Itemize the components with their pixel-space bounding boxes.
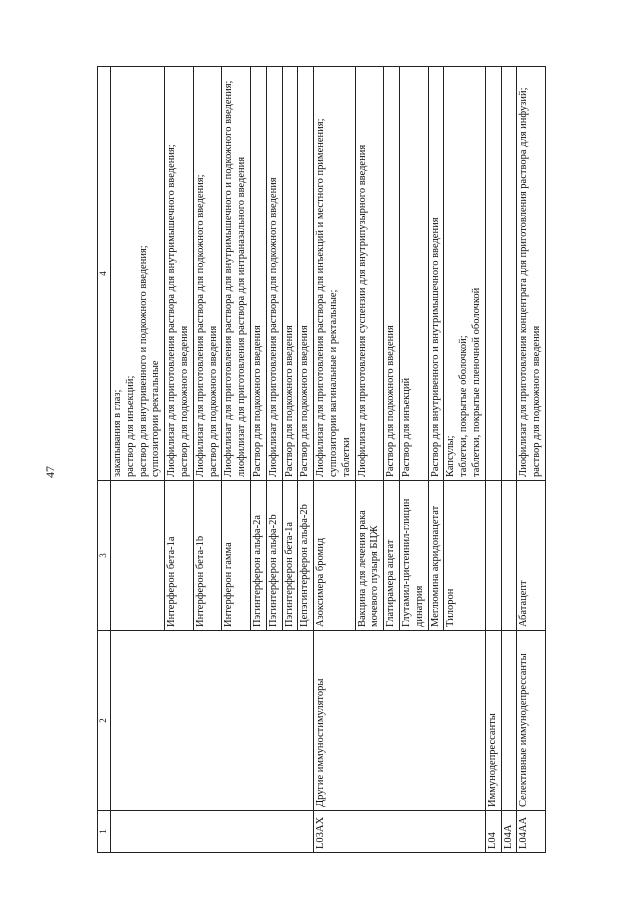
form-line: Лиофилизат для приготовления раствора для внутримышечного введения; [166, 144, 178, 477]
forms-cell: Раствор для подкожного введения [282, 67, 298, 481]
table-row [517, 67, 546, 853]
drug-cell: Тилорон [444, 481, 485, 631]
form-line: раствор для подкожного введения [531, 325, 543, 477]
forms-cell [314, 67, 355, 481]
drug-table [97, 66, 546, 853]
forms-cell [485, 67, 501, 481]
drug-cell: Пэгинтерферон альфа-2a [250, 481, 266, 631]
group-cell: Иммунодепрессанты [485, 631, 501, 811]
header-cell: 3 [98, 481, 111, 631]
header-cell: 1 [98, 811, 111, 853]
drug-cell [501, 481, 517, 631]
code-cell [111, 811, 314, 853]
forms-cell: Раствор для внутривенного и внутримышечного введения [428, 67, 444, 481]
code-cell: L03AX [314, 811, 486, 853]
table-row [111, 67, 165, 853]
form-line: Лиофилизат для приготовления раствора для внутримышечного и подкожного введения; [223, 80, 235, 477]
table-row [314, 67, 355, 853]
form-line: закапывания в глаз; [112, 389, 123, 477]
forms-cell: Раствор для инъекций [399, 67, 428, 481]
drug-cell: Интерферон бета-1b [193, 481, 222, 631]
form-line: таблетки, покрытые пленочной оболочкой [470, 287, 482, 477]
drug-cell: Меглюмина акридонацетат [428, 481, 444, 631]
forms-cell: Лиофилизат для приготовления суспензии для внутрипузырного введения [355, 67, 384, 481]
forms-cell: Раствор для подкожного введения [384, 67, 400, 481]
table-row [501, 67, 517, 853]
form-line: лиофилизат для приготовления раствора для интраназального введения [236, 156, 248, 477]
drug-cell: Пэгинтерферон альфа-2b [266, 481, 282, 631]
drug-cell: Вакцина для лечения рака мочевого пузыря БЦЖ [355, 481, 384, 631]
forms-cell [165, 67, 194, 481]
forms-cell: Раствор для подкожного введения [298, 67, 314, 481]
forms-cell [222, 67, 251, 481]
drug-cell: Интерферон гамма [222, 481, 251, 631]
drug-cell [485, 481, 501, 631]
table-row [485, 67, 501, 853]
drug-cell: Пэгинтерферон бета-1a [282, 481, 298, 631]
form-line: Лиофилизат для приготовления концентрата для приготовления раствора для инфузий; [518, 87, 530, 477]
code-cell: L04 [485, 811, 501, 853]
code-cell: L04A [501, 811, 517, 853]
group-cell [111, 631, 314, 811]
page-number: 47 [43, 466, 57, 478]
form-line: раствор для внутривенного и подкожного введения; [137, 245, 149, 477]
form-line: таблетки [340, 437, 352, 477]
forms-cell [111, 67, 165, 481]
form-line: раствор для инъекций; [124, 375, 136, 477]
forms-cell [444, 67, 485, 481]
form-line: таблетки, покрытые оболочкой; [458, 335, 470, 477]
forms-cell: Лиофилизат для приготовления раствора для подкожного введения [266, 67, 282, 481]
forms-cell [501, 67, 517, 481]
drug-cell: Интерферон бета-1a [165, 481, 194, 631]
forms-cell: Раствор для подкожного введения [250, 67, 266, 481]
forms-cell [193, 67, 222, 481]
header-row [98, 67, 111, 853]
form-line: Лиофилизат для приготовления раствора для инъекций и местного применения; [315, 118, 327, 477]
group-cell [501, 631, 517, 811]
drug-cell: Глутамил-цистеинил-глицин динатрия [399, 481, 428, 631]
header-cell: 4 [98, 67, 111, 481]
drug-cell: Азоксимера бромид [314, 481, 355, 631]
group-cell: Другие иммуностимуляторы [314, 631, 486, 811]
form-line: раствор для подкожного введения [178, 325, 190, 477]
group-cell: Селективные иммунодепрессанты [517, 631, 546, 811]
drug-cell [111, 481, 165, 631]
forms-cell [517, 67, 546, 481]
form-line: раствор для подкожного введения [207, 325, 219, 477]
form-line: суппозитории ректальные [150, 360, 162, 477]
form-line: Лиофилизат для приготовления раствора для подкожного введения; [194, 174, 206, 477]
drug-cell: Цепэгинтерферон альфа-2b [298, 481, 314, 631]
form-line: суппозитории вагинальные и ректальные; [327, 289, 339, 477]
code-cell: L04AA [517, 811, 546, 853]
drug-cell: Абатацепт [517, 481, 546, 631]
drug-cell: Глатирамера ацетат [384, 481, 400, 631]
header-cell: 2 [98, 631, 111, 811]
rotated-page [97, 67, 562, 853]
form-line: Капсулы; [445, 435, 457, 477]
